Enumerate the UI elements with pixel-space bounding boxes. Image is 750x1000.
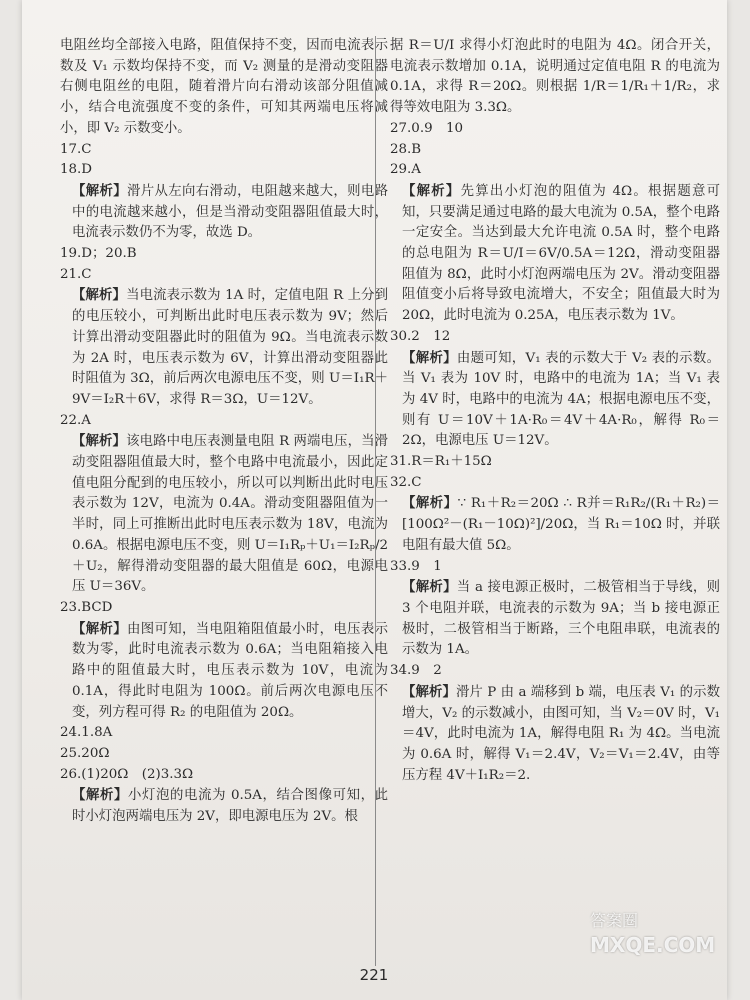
explanation-tag: 【解析】 [72,287,127,304]
explanation-paragraph [390,493,720,556]
answer-line: 30.2 12 [390,328,451,344]
answer-line: 21.C [60,266,92,282]
explanation-paragraph [390,682,720,787]
paragraph-text: 当电流表示数为 1A 时，定值电阻 R 上分到的电压较小，可判断出此时电压表示数为 9V；然后计算出滑动变阻器此时的阻值为 9Ω。当电流表示数为 2A 时，电压表示数为 6V，计算出滑动变阻器此时阻值为 3Ω，前后两次电源电压不变，则 U＝I₁R＋9V＝I₂R＋6V，求得 R＝3Ω，U＝12V。 [72,288,389,407]
explanation-tag: 【解析】 [402,579,457,596]
explanation-paragraph [60,431,388,598]
explanation-tag: 【解析】 [72,787,129,804]
answer-line: 29.A [390,162,421,178]
answer-line: 32.C [390,474,422,490]
answer-line: 31.R＝R₁＋15Ω [390,454,492,470]
explanation-tag: 【解析】 [72,433,127,450]
page-number: 221 [359,966,389,984]
left-column [60,36,388,828]
right-column [390,36,720,786]
answer-line: 22.A [60,412,91,428]
paragraph-text: 由题可知，V₁ 表的示数大于 V₂ 表的示数。当 V₁ 表为 10V 时，电路中的电流为 1A；当 V₁ 表为 4V 时，电路中的电流为 4A；根据电源电压不变，则有 U＝10V＋1A·R₀＝4V＋4A·R₀，解得 R₀＝2Ω，电源电压 U＝12V。 [402,350,720,449]
watermark-logo [590,908,740,993]
answer-line: 23.BCD [60,599,113,615]
explanation-tag: 【解析】 [402,683,456,700]
paragraph-text: 滑片从左向右滑动，电阻越来越大，则电路中的电流越来越小，但是当滑动变阻器阻值最大时，电流表示数仍不为零，故选 D。 [72,183,389,241]
paragraph-text: 该电路中电压表测量电阻 R 两端电压，当滑动变阻器阻值最大时，整个电路中电流最小，因此定值电阻分配到的电压较小，所以可以判断出此时电压表示数为 12V，电流为 0.4A。滑动变阻器阻值为一半时，同上可推断出此时电压表示数为 18V，电流为 0.6A。根据电源电压不变，则 U＝I₁Rₚ＋U₁＝I₂Rₚ/2＋U₂，解得滑动变阻器的最大阻值是 60Ω，电源电压 U＝36V。 [72,434,388,595]
answer-line: 27.0.9 10 [390,120,464,136]
paragraph-text: 据 R＝U/I 求得小灯泡此时的电阻为 4Ω。闭合开关，电流表示数增加 0.1A，说明通过定值电阻 R 的电流为 0.1A，求得 R＝20Ω。则根据 1/R＝1/R₁＋1/R₂，求得等效电阻为 3.3Ω。 [390,38,720,116]
watermark-url: MXQE.COM [590,933,716,957]
explanation-paragraph [390,348,720,453]
column-divider [375,36,376,966]
explanation-tag: 【解析】 [402,349,457,366]
explanation-paragraph [390,577,720,661]
explanation-paragraph [60,181,388,244]
explanation-tag: 【解析】 [72,182,128,199]
paragraph-text: 电阻丝均全部接入电路，阻值保持不变，因而电流表示数及 V₁ 示数均保持不变，而 V₂ 测量的是滑动变阻器右侧电阻丝的电阻，随着滑片向右滑动该部分阻值减小，结合电流强度不变的条件，可知其两端电压将减小，即 V₂ 示数变小。 [60,38,388,136]
explanation-tag: 【解析】 [72,620,128,637]
explanation-paragraph [60,285,388,410]
explanation-paragraph [60,619,388,724]
answer-line: 25.20Ω [60,745,110,761]
answer-line: 19.D；20.B [60,246,137,262]
answer-line: 28.B [390,141,422,157]
paragraph-text: 小灯泡的电流为 0.5A，结合图像可知，此时小灯泡两端电压为 2V，即电源电压为 2V。根 [72,788,388,825]
paragraph-text: 由图可知，当电阻箱阻值最小时，电压表示数为零，此时电流表示数为 0.6A；当电阻箱接入电路中的阻值最大时，电压表示数为 10V，电流为 0.1A，得此时电阻为 100Ω。前后两次电源电压不变，列方程可得 R₂ 的电阻值为 20Ω。 [72,621,389,720]
answer-line: 18.D [60,162,93,178]
answer-line: 17.C [60,141,92,157]
answer-line: 33.9 1 [390,558,442,574]
textbook-page [22,0,727,1000]
explanation-tag: 【解析】 [402,182,461,199]
answer-line: 34.9 2 [390,663,442,679]
text-paragraph [390,36,720,119]
text-paragraph [60,36,388,140]
explanation-paragraph [390,181,720,327]
explanation-tag: 【解析】 [402,495,458,512]
paragraph-text: 滑片 P 由 a 端移到 b 端，电压表 V₁ 的示数增大，V₂ 的示数减小，由图可知，当 V₂＝0V 时，V₁＝4V，此时电流为 1A，解得电阻 R₁ 为 4Ω。当电流为 0.6A 时，解得 V₁＝2.4V，V₂＝V₁＝2.4V，由等压方程 4V＋I₁R₂＝2. [402,684,721,783]
answer-line: 24.1.8A [60,725,113,741]
watermark-cn: 答案圈 [590,911,639,930]
paragraph-text: 先算出小灯泡的阻值为 4Ω。根据题意可知，只要满足通过电路的最大电流为 0.5A，整个电路一定安全。当达到最大允许电流 0.5A 时，整个电路的总电阻为 R＝U/I＝6V/0.5A＝12Ω，滑动变阻器阻值为 8Ω，此时小灯泡两端电压为 2V。滑动变阻器阻值变小后将导致电流增大，不安全；阻值最大时为 20Ω，此时电流为 0.25A，电压表示数为 1V。 [402,183,720,324]
explanation-paragraph [60,785,388,827]
paragraph-text: 当 a 接电源正极时，二极管相当于导线，则 3 个电阻并联，电流表的示数为 9A；当 b 接电源正极时，二极管相当于断路，三个电阻串联，电流表的示数为 1A。 [402,580,720,658]
answer-line: 26.(1)20Ω (2)3.3Ω [60,766,194,782]
paragraph-text: ∵ R₁＋R₂＝20Ω ∴ R并＝R₁R₂/(R₁＋R₂)＝[100Ω²－(R₁－10Ω)²]/20Ω，当 R₁＝10Ω 时，并联电阻有最大值 5Ω。 [402,496,720,553]
